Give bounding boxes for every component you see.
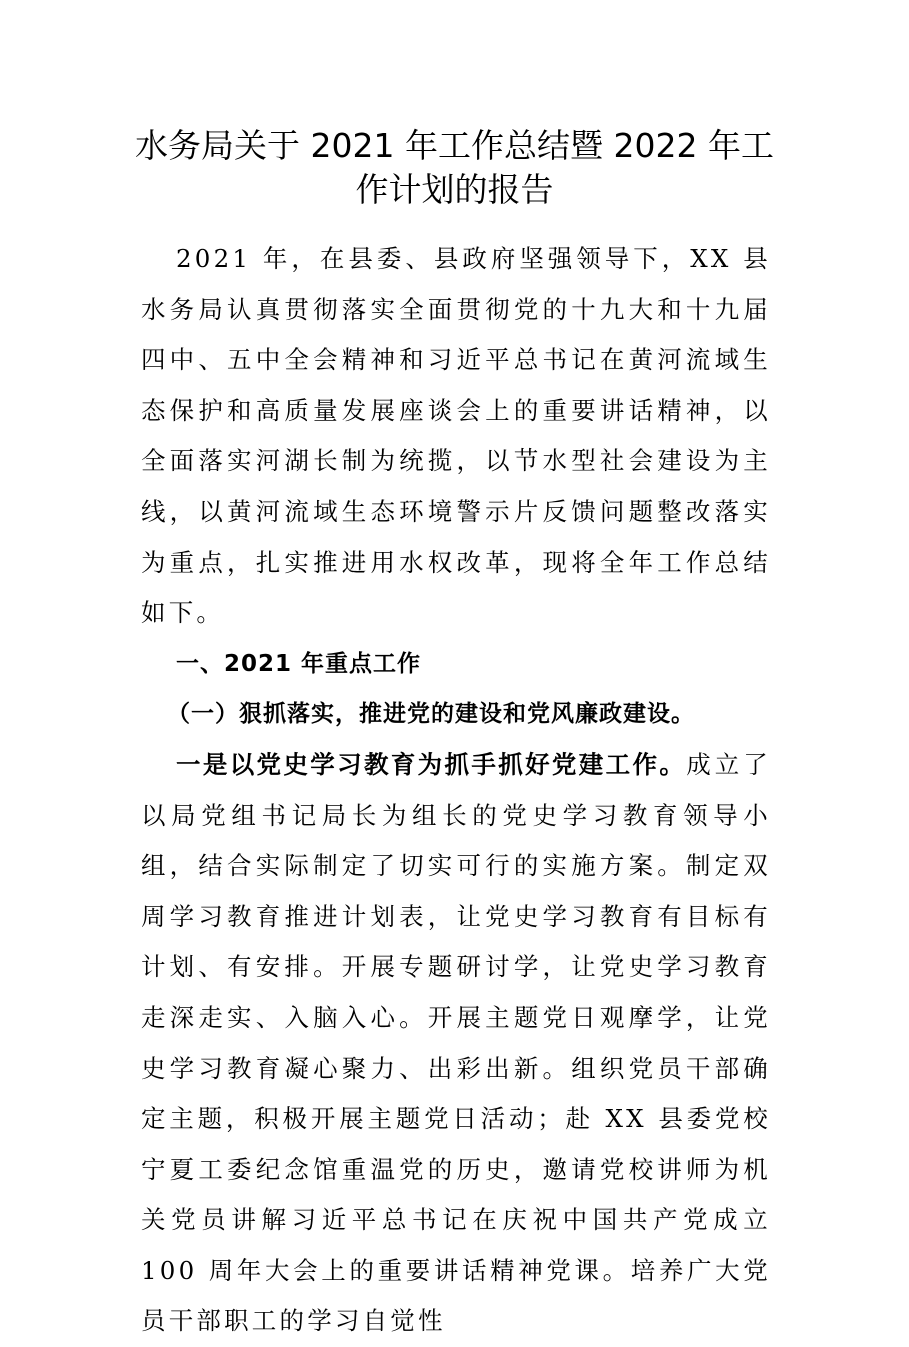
document-body [141, 234, 771, 1347]
paragraph-text: 成立了以局党组书记局长为组长的党史学习教育领导小组，结合实际制定了切实可行的实施方案。制定双周学习教育推进计划表，让党史学习教育有目标有计划、有安排。开展专题研讨学，让党史学习教育走深走实、入脑入心。开展主题党日观摩学，让党史学习教育凝心聚力、出彩出新。组织党员干部确定主题，积极开展主题党日活动；赴 XX 县委党校宁夏工委纪念馆重温党的历史，邀请党校讲师为机关党员讲解习近平总书记在庆祝中国共产党成立 100 周年大会上的重要讲话精神党课。培养广大党员干部职工的学习自觉性 [141, 749, 771, 1336]
title-line-2: 作计划的报告 [355, 170, 554, 209]
paragraph-lead: 一是以党史学习教育为抓手抓好党建工作。 [176, 749, 687, 779]
document-title [120, 124, 789, 212]
intro-paragraph: 2021 年，在县委、县政府坚强领导下，XX 县水务局认真贯彻落实全面贯彻党的十九大和十九届四中、五中全会精神和习近平总书记在黄河流域生态保护和高质量发展座谈会上的重要讲话精神，以全面落实河湖长制为统揽，以节水型社会建设为主线，以黄河流域生态环境警示片反馈问题整改落实为重点，扎实推进用水权改革，现将全年工作总结如下。 [141, 244, 771, 628]
subsection-heading: （一）狠抓落实，推进党的建设和党风廉政建设。 [167, 701, 695, 728]
title-line-1: 水务局关于 2021 年工作总结暨 2022 年工 [135, 126, 774, 165]
body-paragraph [141, 740, 771, 1347]
section-heading: 一、2021 年重点工作 [176, 650, 422, 677]
